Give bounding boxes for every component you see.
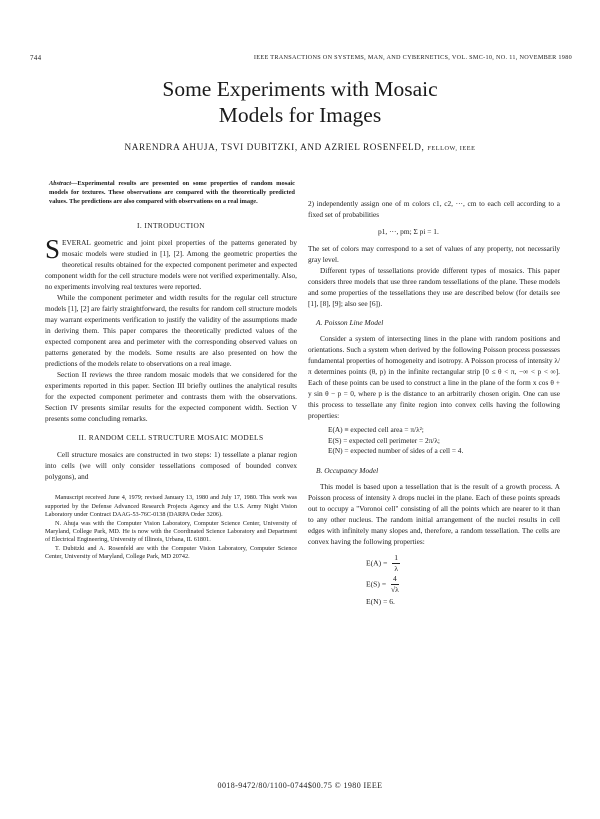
occupancy-expected-perimeter: E(S) = $\frac{4}{√\lambda}$ (366, 573, 399, 594)
page-number: 744 (30, 54, 42, 62)
models-paragraph-1: Cell structure mosaics are constructed in two steps: 1) tessellate a planar region into cells (we will only consider tessellations composed of bounded convex polygons), and (45, 450, 297, 482)
subsection-heading-occupancy: B. Occupancy Model (316, 465, 379, 475)
right-column (308, 198, 560, 614)
poisson-expected-area: E(A) ≡ expected cell area = π/λ²; (328, 425, 424, 434)
author-list (0, 142, 600, 152)
occupancy-properties (308, 553, 560, 608)
occupancy-expected-area: E(A) = $\frac{1}{\lambda}$ (366, 552, 399, 573)
running-head (30, 54, 572, 66)
footnote-manuscript: Manuscript received June 4, 1979; revised January 13, 1980 and July 17, 1980. This work was supported by the Defense Advanced Research Projects Agency and the U.S. Army Night Vision Laboratory under Contract DAAG-53-76C-0138 (DARPA Order 3206). (45, 494, 297, 519)
occupancy-expected-sides: E(N) = 6. (366, 596, 395, 606)
section-heading-introduction: I. INTRODUCTION (137, 221, 205, 231)
section-heading-models: II. RANDOM CELL STRUCTURE MOSAIC MODELS (78, 433, 264, 443)
footnote-ahuja: N. Ahuja was with the Computer Vision Laboratory, Computer Science Center, University of Maryland, College Park, MD. He is now with the Coordinated Science Laboratory and Department of Electrical Engineering, University of Illinois, Urbana, IL 61801. (45, 519, 297, 544)
colors-property-paragraph: The set of colors may correspond to a set of values of any property, not necessarily gray level. (308, 244, 560, 264)
abstract-text: Experimental results are presented on some properties of random mosaic models for textures. These observations are compared with the theoretically predicted values. The predictions are also compared with observations on a real image. (49, 180, 295, 205)
intro-paragraph-3: Section II reviews the three random mosaic models that we considered for the experiments reported in this paper. Section III briefly outlines the analytical results for the expected component perimeter and contrasts them with the observations. Section IV presents similar results for the expected component width. Section V presents some concluding remarks. (45, 370, 297, 424)
colors-assignment-paragraph: 2) independently assign one of m colors c1, c2, ···, cm to each cell according to a fixed set of probabilities (308, 199, 560, 219)
tessellation-types-paragraph: Different types of tessellations provide different types of mosaics. This paper considers three models that use three random tessellations of the plane. These models and some properties of the tessellations they use are described below (for details see [1], [8], [9]; also see [6]). (308, 266, 560, 308)
footnote-dubitzki-rosenfeld: T. Dubitzki and A. Rosenfeld are with the Computer Vision Laboratory, Computer Science Center, University of Maryland, College Park, MD 20742. (45, 544, 297, 561)
poisson-paragraph: Consider a system of intersecting lines in the plane with random positions and orientations. Such a system when derived by the following Poisson process possesses fundamental properties of homogeneity and isotropy. A Poisson process of intensity λ/π determines points (θ, p) in the infinite rectangular strip [0 ≤ θ < π, −∞ < p < ∞]. Each of these points can be used to construct a line in the plane of the form x cos θ + y sin θ − p = 0, where p is the distance to an arbitrarily chosen origin. One can use this process to tessellate any finite region into convex cells having the following properties: (308, 334, 560, 420)
author-names: NARENDRA AHUJA, TSVI DUBITZKI, AND AZRIEL ROSENFELD, (124, 142, 425, 152)
occupancy-paragraph: This model is based upon a tessellation that is the result of a growth process. A Poisson process of intensity λ drops nuclei in the plane. Each of these points spreads out to occupy a "Voronoi cell" consisting of all the points which are nearer to it than to any other nucleus. The random initial arrangement of the nuclei results in cell edges with infinitely many slopes and, therefore, a random tessellation. The cells are convex having the following properties: (308, 481, 560, 546)
title-line-2: Models for Images (218, 103, 382, 127)
copyright-footer: 0018-9472/80/1100-0744$00.75 © 1980 IEEE (217, 781, 383, 790)
poisson-properties (308, 425, 560, 457)
probability-formula: p1, ···, pm; Σ pi = 1. (378, 227, 439, 236)
footnotes (45, 494, 297, 561)
subsection-heading-poisson: A. Poisson Line Model (316, 318, 384, 327)
drop-cap: S (45, 234, 61, 265)
journal-name: IEEE TRANSACTIONS ON SYSTEMS, MAN, AND CYBERNETICS, VOL. SMC-10, NO. 11, NOVEMBER 1980 (253, 54, 572, 61)
poisson-expected-sides: E(N) = expected number of sides of a cell = 4. (328, 446, 464, 455)
author-fellow: FELLOW, IEEE (427, 145, 476, 152)
title-line-1: Some Experiments with Mosaic (162, 77, 438, 101)
abstract-label: Abstract— (49, 180, 78, 187)
intro-paragraph-1-text: EVERAL geometric and joint pixel properties of the patterns generated by mosaic models were studied in [1], [2]. Among the geometric properties the theoretical results obtained for the expected component perimeter and expected component width for the cell structure models were not verified experimentally. Also, no experiments involving real textures were reported. (45, 238, 297, 292)
poisson-expected-perimeter: E(S) = expected cell perimeter = 2π/λ; (328, 435, 440, 445)
abstract (49, 180, 295, 206)
left-column (45, 180, 297, 562)
intro-paragraph-2: While the component perimeter and width results for the regular cell structure models [1], [2] are fairly straightforward, the results for random cell structure models may warrant experiments verification to justify the validity of the assumptions made in deriving them. This paper compares the theoretically predicted values of the expected component area and perimeter with the corresponding observed values on patterns generated by the models. Some results are also presented on how the predictions of the models relate to observations on a real image. (45, 293, 297, 369)
intro-paragraph-1 (45, 234, 297, 292)
paper-title (0, 76, 600, 128)
